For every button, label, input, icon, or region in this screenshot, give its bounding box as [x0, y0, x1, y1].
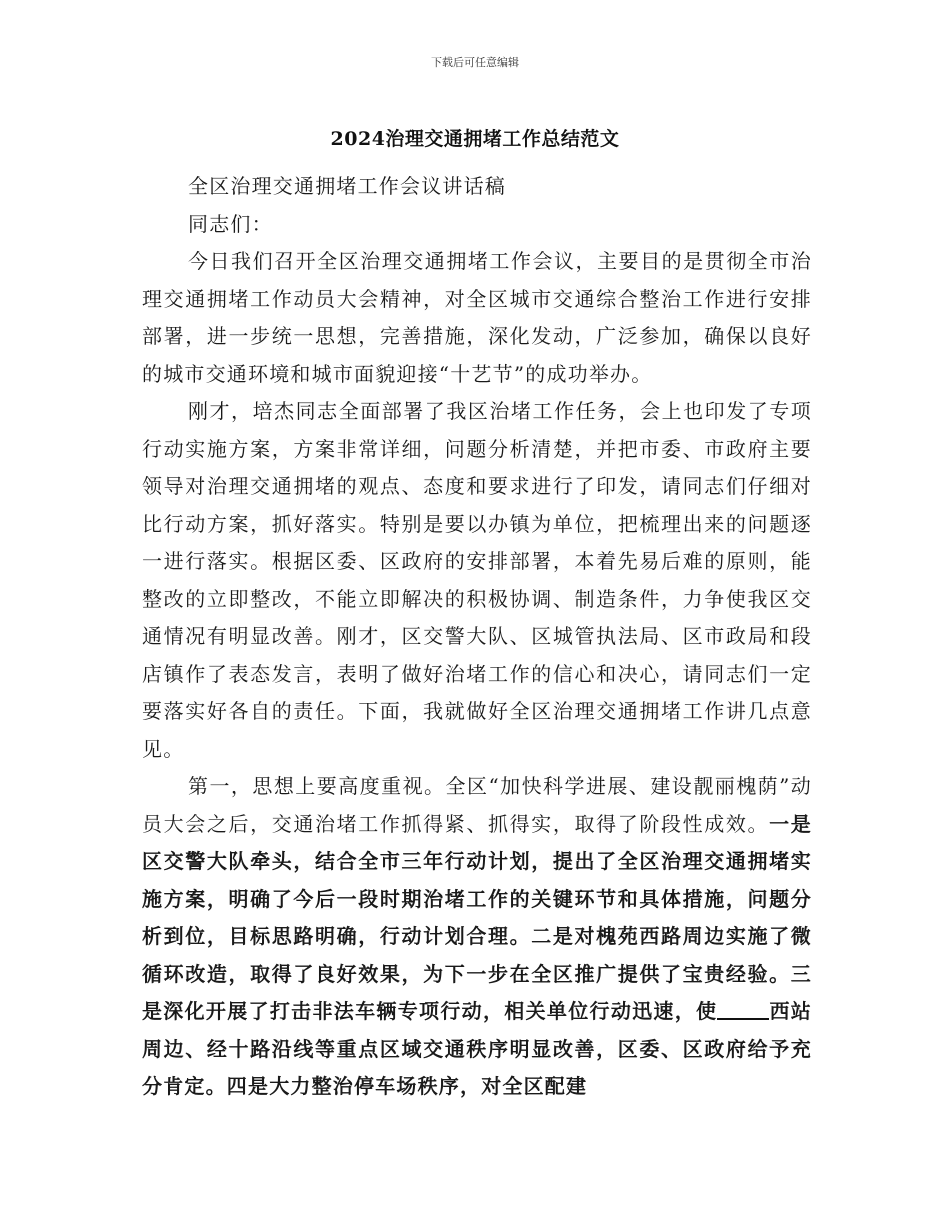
paragraph-3-bold-b: 西站周边、经十路沿线等重点区域交通秩序明显改善，区委、区政府给予充分肯定。四是大力整治停车场秩序，对全区配建	[142, 999, 812, 1098]
paragraph-1: 今日我们召开全区治理交通拥堵工作会议，主要目的是贯彻全市治理交通拥堵工作动员大会精神，对全区城市交通综合整治工作进行安排部署，进一步统一思想，完善措施，深化发动，广泛参加，确保以良好的城市交通环境和城市面貌迎接“十艺节”的成功举办。	[142, 249, 812, 386]
header-note: 下载后可任意编辑	[431, 56, 519, 69]
document-body	[142, 168, 812, 1106]
paragraph-3-bold-a: 一是区交警大队牵头，结合全市三年行动计划，提出了全区治理交通拥堵实施方案，明确了今后一段时期治堵工作的关键环节和具体措施，问题分析到位，目标思路明确，行动计划合理。二是对槐苑西路周边实施了微循环改造，取得了良好效果，为下一步在全区推广提供了宝贵经验。三是深化开展了打击非法车辆专项行动，相关单位行动迅速，使	[142, 811, 812, 1023]
greeting: 同志们：	[188, 211, 273, 236]
paragraph-2: 刚才，培杰同志全面部署了我区治堵工作任务，会上也印发了专项行动实施方案，方案非常详细，问题分析清楚，并把市委、市政府主要领导对治理交通拥堵的观点、态度和要求进行了印发，请同志们仔细对比行动方案，抓好落实。特别是要以办镇为单位，把梳理出来的问题逐一进行落实。根据区委、区政府的安排部署，本着先易后难的原则，能整改的立即整改，不能立即解决的积极协调、制造条件，力争使我区交通情况有明显改善。刚才，区交警大队、区城管执法局、区市政局和段店镇作了表态发言，表明了做好治堵工作的信心和决心，请同志们一定要落实好各自的责任。下面，我就做好全区治理交通拥堵工作讲几点意见。	[142, 399, 812, 761]
blank-underline	[717, 998, 769, 1020]
paragraph-3-normal: 第一，思想上要高度重视。全区“加快科学进展、建设靓丽槐荫”动员大会之后，交通治堵工作抓得紧、抓得实，取得了阶段性成效。	[142, 774, 812, 836]
paragraph-3	[142, 768, 812, 1106]
document-subtitle: 全区治理交通拥堵工作会议讲话稿	[188, 174, 506, 198]
document-title: 2024治理交通拥堵工作总结范文	[330, 128, 620, 150]
